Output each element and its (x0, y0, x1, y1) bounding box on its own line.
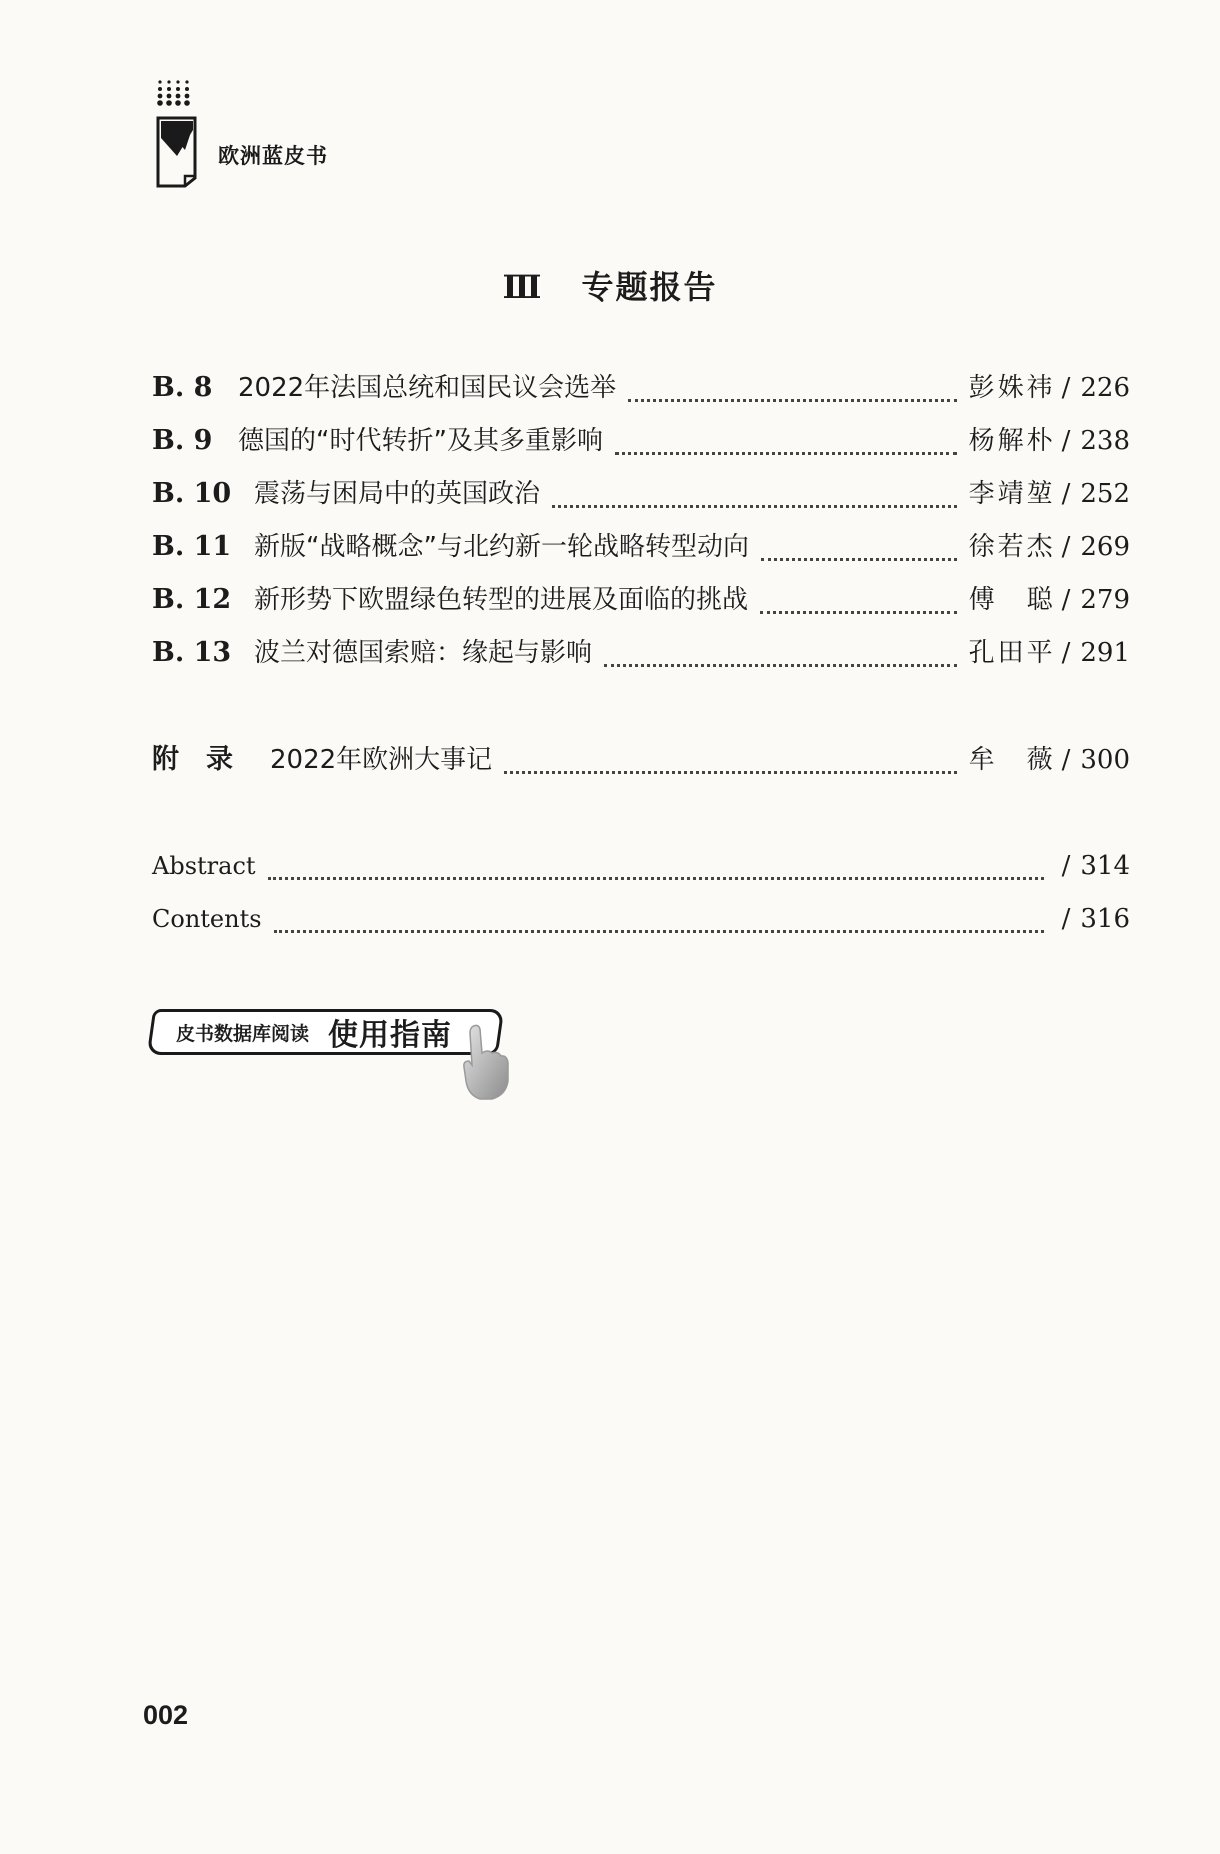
toc-page: 252 (1080, 479, 1130, 509)
toc-code: B. 9 (152, 425, 213, 456)
toc-author: 孔田平 (968, 638, 1056, 668)
toc-page: 291 (1080, 638, 1130, 668)
database-guide-badge[interactable] (150, 1003, 510, 1093)
separator: / (1061, 585, 1071, 615)
toc-author: 傅 聪 (968, 585, 1056, 615)
dot-leader (274, 922, 1044, 933)
separator: / (1061, 745, 1071, 775)
guide-large-text: 使用指南 (328, 1018, 452, 1053)
toc-page: 314 (1080, 851, 1130, 881)
toc-page: 226 (1080, 373, 1130, 403)
toc-author: 彭姝祎 (968, 373, 1056, 403)
series-name: 欧洲蓝皮书 (218, 144, 328, 168)
separator: / (1061, 904, 1071, 934)
toc-entry[interactable] (152, 474, 1130, 514)
toc-author: 杨解朴 (968, 426, 1056, 456)
toc-code: B. 10 (152, 478, 232, 509)
toc-code: B. 12 (152, 584, 232, 615)
separator: / (1061, 479, 1071, 509)
dot-leader (504, 763, 956, 774)
toc-appendix[interactable] (152, 740, 1130, 780)
toc-code: B. 11 (152, 531, 232, 562)
bluebook-logo-icon (155, 78, 205, 188)
dot-leader (615, 444, 957, 455)
separator: / (1061, 638, 1071, 668)
toc-title: Abstract (152, 852, 256, 880)
toc-entry[interactable] (152, 421, 1130, 461)
toc-title: 德国的“时代转折”及其多重影响 (238, 426, 603, 456)
toc-title: 波兰对德国索赔：缘起与影响 (254, 638, 593, 668)
toc-title: 震荡与困局中的英国政治 (254, 479, 541, 509)
section-numeral: Ⅲ (502, 268, 544, 306)
toc-code: 附 录 (152, 744, 233, 775)
dot-leader (604, 656, 957, 667)
toc-abstract[interactable] (152, 846, 1130, 886)
toc-entry[interactable] (152, 527, 1130, 567)
toc-entry[interactable] (152, 580, 1130, 620)
toc-page: 269 (1080, 532, 1130, 562)
toc-title: 2022年法国总统和国民议会选举 (238, 373, 617, 403)
dot-leader (760, 603, 957, 614)
toc-author: 李靖堃 (968, 479, 1056, 509)
toc-entry[interactable] (152, 368, 1130, 408)
toc-code: B. 13 (152, 637, 232, 668)
toc-code: B. 8 (152, 372, 213, 403)
separator: / (1061, 373, 1071, 403)
guide-small-text: 皮书数据库阅读 (176, 1023, 310, 1045)
section-title: 专题报告 (581, 268, 718, 306)
toc-title: 新版“战略概念”与北约新一轮战略转型动向 (254, 532, 749, 562)
toc-title: 2022年欧洲大事记 (270, 745, 493, 775)
separator: / (1061, 851, 1071, 881)
section-heading (0, 262, 1220, 308)
toc-title: 新形势下欧盟绿色转型的进展及面临的挑战 (254, 585, 749, 615)
toc-page: 279 (1080, 585, 1130, 615)
toc-page: 316 (1080, 904, 1130, 934)
toc-page: 238 (1080, 426, 1130, 456)
pointing-hand-icon (458, 1023, 512, 1103)
dot-leader (268, 869, 1044, 880)
separator: / (1061, 426, 1071, 456)
dot-leader (552, 497, 957, 508)
dot-leader (761, 550, 957, 561)
dot-leader (628, 391, 956, 402)
toc-title: Contents (152, 905, 262, 933)
toc-contents[interactable] (152, 899, 1130, 939)
toc-page: 300 (1080, 745, 1130, 775)
page-number: 002 (143, 1700, 189, 1730)
separator: / (1061, 532, 1071, 562)
toc-author: 徐若杰 (968, 532, 1056, 562)
toc-author: 牟 薇 (968, 745, 1056, 775)
toc-entry[interactable] (152, 633, 1130, 673)
